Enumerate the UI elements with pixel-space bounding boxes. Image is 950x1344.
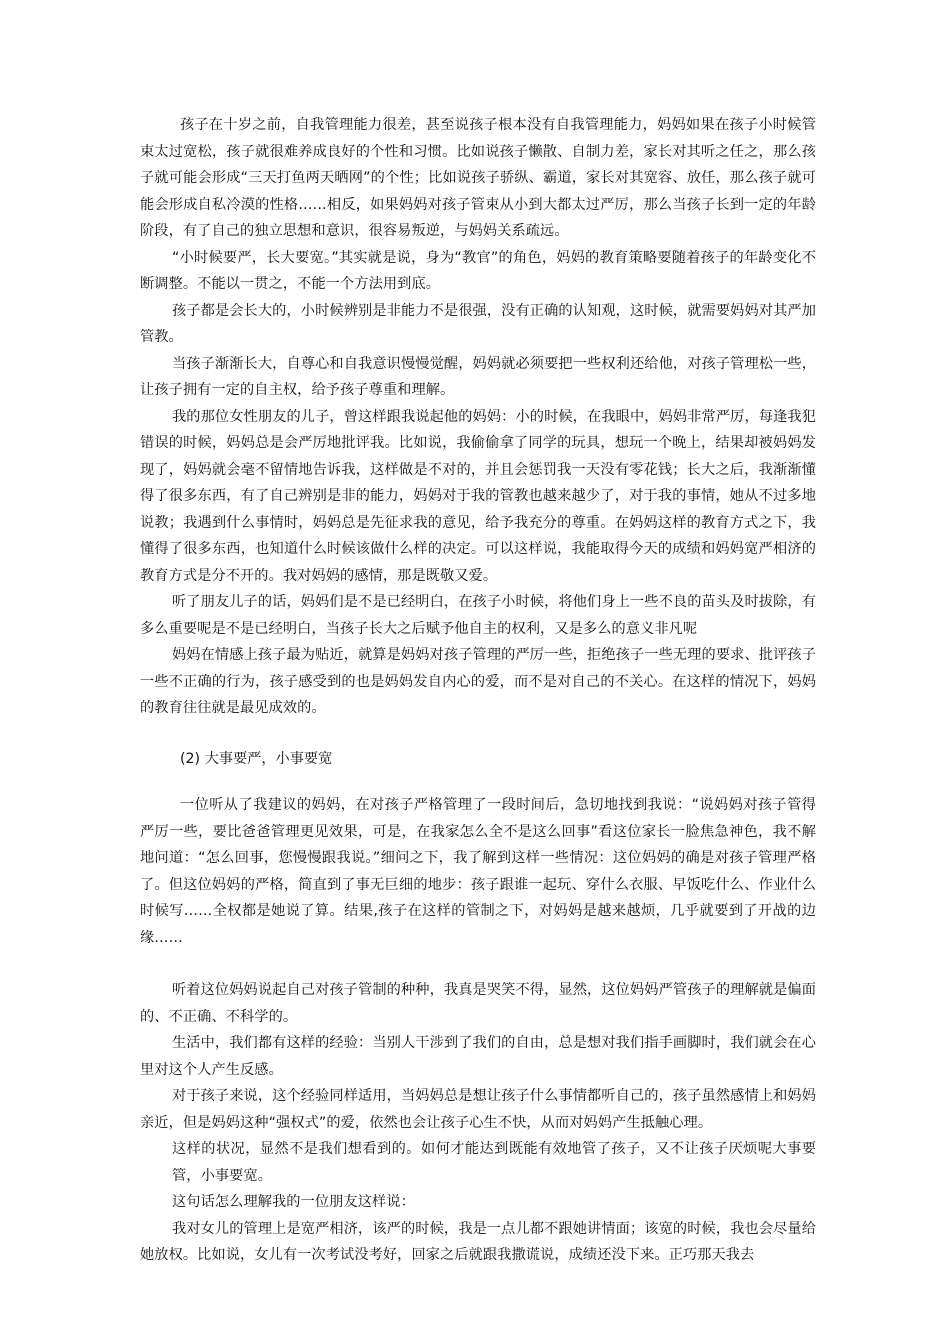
paragraph-mothers-understand: 听了朋友儿子的话，妈妈们是不是已经明白，在孩子小时候，将他们身上一些不良的苗头及时拔除，有多么重要呢是不是已经明白，当孩子长大之后赋予他自主的权利，又是多么的意义非凡呢	[140, 594, 816, 637]
paragraph-friend-son: 我的那位女性朋友的儿子，曾这样跟我说起他的妈妈：小的时候，在我眼中，妈妈非常严厉，每逢我犯错误的时候，妈妈总是会严厉地批评我。比如说，我偷偷拿了同学的玩具，想玩一个晚上，结果却被妈妈发现了，妈妈就会毫不留情地告诉我，这样做是不对的，并且会惩罚我一天没有零花钱；长大之后，我渐渐懂得了很多东西，有了自己辨别是非的能力，妈妈对于我的管教也越来越少了，对于我的事情，她从不过多地说教；我遇到什么事情时，妈妈总是先征求我的意见，给予我充分的尊重。在妈妈这样的教育方式之下，我懂得了很多东西，也知道什么时候该做什么样的决定。可以这样说，我能取得今天的成绩和妈妈宽严相济的教育方式是分不开的。我对妈妈的感情，那是既敬又爱。	[140, 408, 816, 584]
paragraph-give-rights: 当孩子渐渐长大，自尊心和自我意识慢慢觉醒，妈妈就必须要把一些权利还给他，对孩子管理松一些，让孩子拥有一定的自主权，给予孩子尊重和理解。	[140, 355, 816, 398]
paragraph-strict-young: “小时候要严，长大要宽。”其实就是说，身为“教官”的角色，妈妈的教育策略要随着孩子的年龄变化不断调整。不能以一贯之，不能一个方法用到底。	[140, 249, 816, 292]
document-page	[140, 112, 816, 1269]
paragraph-for-children: 对于孩子来说，这个经验同样适用，当妈妈总是想让孩子什么事情都听自己的，孩子虽然感情上和妈妈亲近，但是妈妈这种“强权式”的爱，依然也会让孩子心生不快，从而对妈妈产生抵触心理。	[140, 1088, 816, 1131]
paragraph-how-understand: 这句话怎么理解我的一位朋友这样说：	[172, 1194, 415, 1210]
spacer	[140, 772, 816, 792]
paragraph-situation: 这样的状况，显然不是我们想看到的。如何才能达到既能有效地管了孩子，又不让孩子厌烦呢大事要管，小事要宽。	[172, 1141, 816, 1184]
spacer	[140, 722, 816, 746]
paragraph-children-grow: 孩子都是会长大的，小时候辨别是非能力不是很强，没有正确的认知观，这时候，就需要妈妈对其严加管教。	[140, 302, 816, 345]
paragraph-self-management: 孩子在十岁之前，自我管理能力很差，甚至说孩子根本没有自我管理能力，妈妈如果在孩子小时候管束太过宽松，孩子就很难养成良好的个性和习惯。比如说孩子懒散、自制力差，家长对其听之任之，那么孩子就可能会形成“三天打鱼两天晒网”的个性；比如说孩子骄纵、霸道，家长对其宽容、放任，那么孩子就可能会形成自私冷漠的性格……相反，如果妈妈对孩子管束从小到大都太过严厉，那么当孩子长到一定的年龄阶段，有了自己的独立思想和意识，很容易叛逆，与妈妈关系疏远。	[140, 117, 816, 239]
paragraph-life-experience: 生活中，我们都有这样的经验：当别人干涉到了我们的自由，总是想对我们指手画脚时，我们就会在心里对这个人产生反感。	[140, 1035, 816, 1078]
paragraph-daughter-management: 我对女儿的管理上是宽严相济，该严的时候，我是一点儿都不跟她讲情面；该宽的时候，我也会尽量给她放权。比如说，女儿有一次考试没考好，回家之后就跟我撒谎说，成绩还没下来。正巧那天我去	[140, 1220, 816, 1263]
paragraph-mother-story: 一位听从了我建议的妈妈，在对孩子严格管理了一段时间后，急切地找到我说：“说妈妈对孩子管得严厉一些，要比爸爸管理更见效果，可是，在我家怎么全不是这么回事”看这位家长一脸焦急神色，我不解地问道：“怎么回事，您慢慢跟我说。”细问之下，我了解到这样一些情况：这位妈妈的确是对孩子管理严格了。但这位妈妈的严格，简直到了事无巨细的地步：孩子跟谁一起玩、穿什么衣服、早饭吃什么、作业什么时候写……全权都是她说了算。结果,孩子在这样的管制之下，对妈妈是越来越烦，几乎就要到了开战的边缘……	[140, 797, 816, 946]
paragraph-emotional-closeness: 妈妈在情感上孩子最为贴近，就算是妈妈对孩子管理的严厉一些，拒绝孩子一些无理的要求、批评孩子一些不正确的行为，孩子感受到的也是妈妈发自内心的爱，而不是对自己的不关心。在这样的情况下，妈妈的教育往往就是最见成效的。	[140, 647, 816, 716]
spacer	[140, 951, 816, 977]
section-heading: (2) 大事要严，小事要宽	[180, 750, 333, 767]
paragraph-laugh-cry: 听着这位妈妈说起自己对孩子管制的种种，我真是哭笑不得，显然，这位妈妈严管孩子的理解就是偏面的、不正确、不科学的。	[140, 982, 816, 1025]
